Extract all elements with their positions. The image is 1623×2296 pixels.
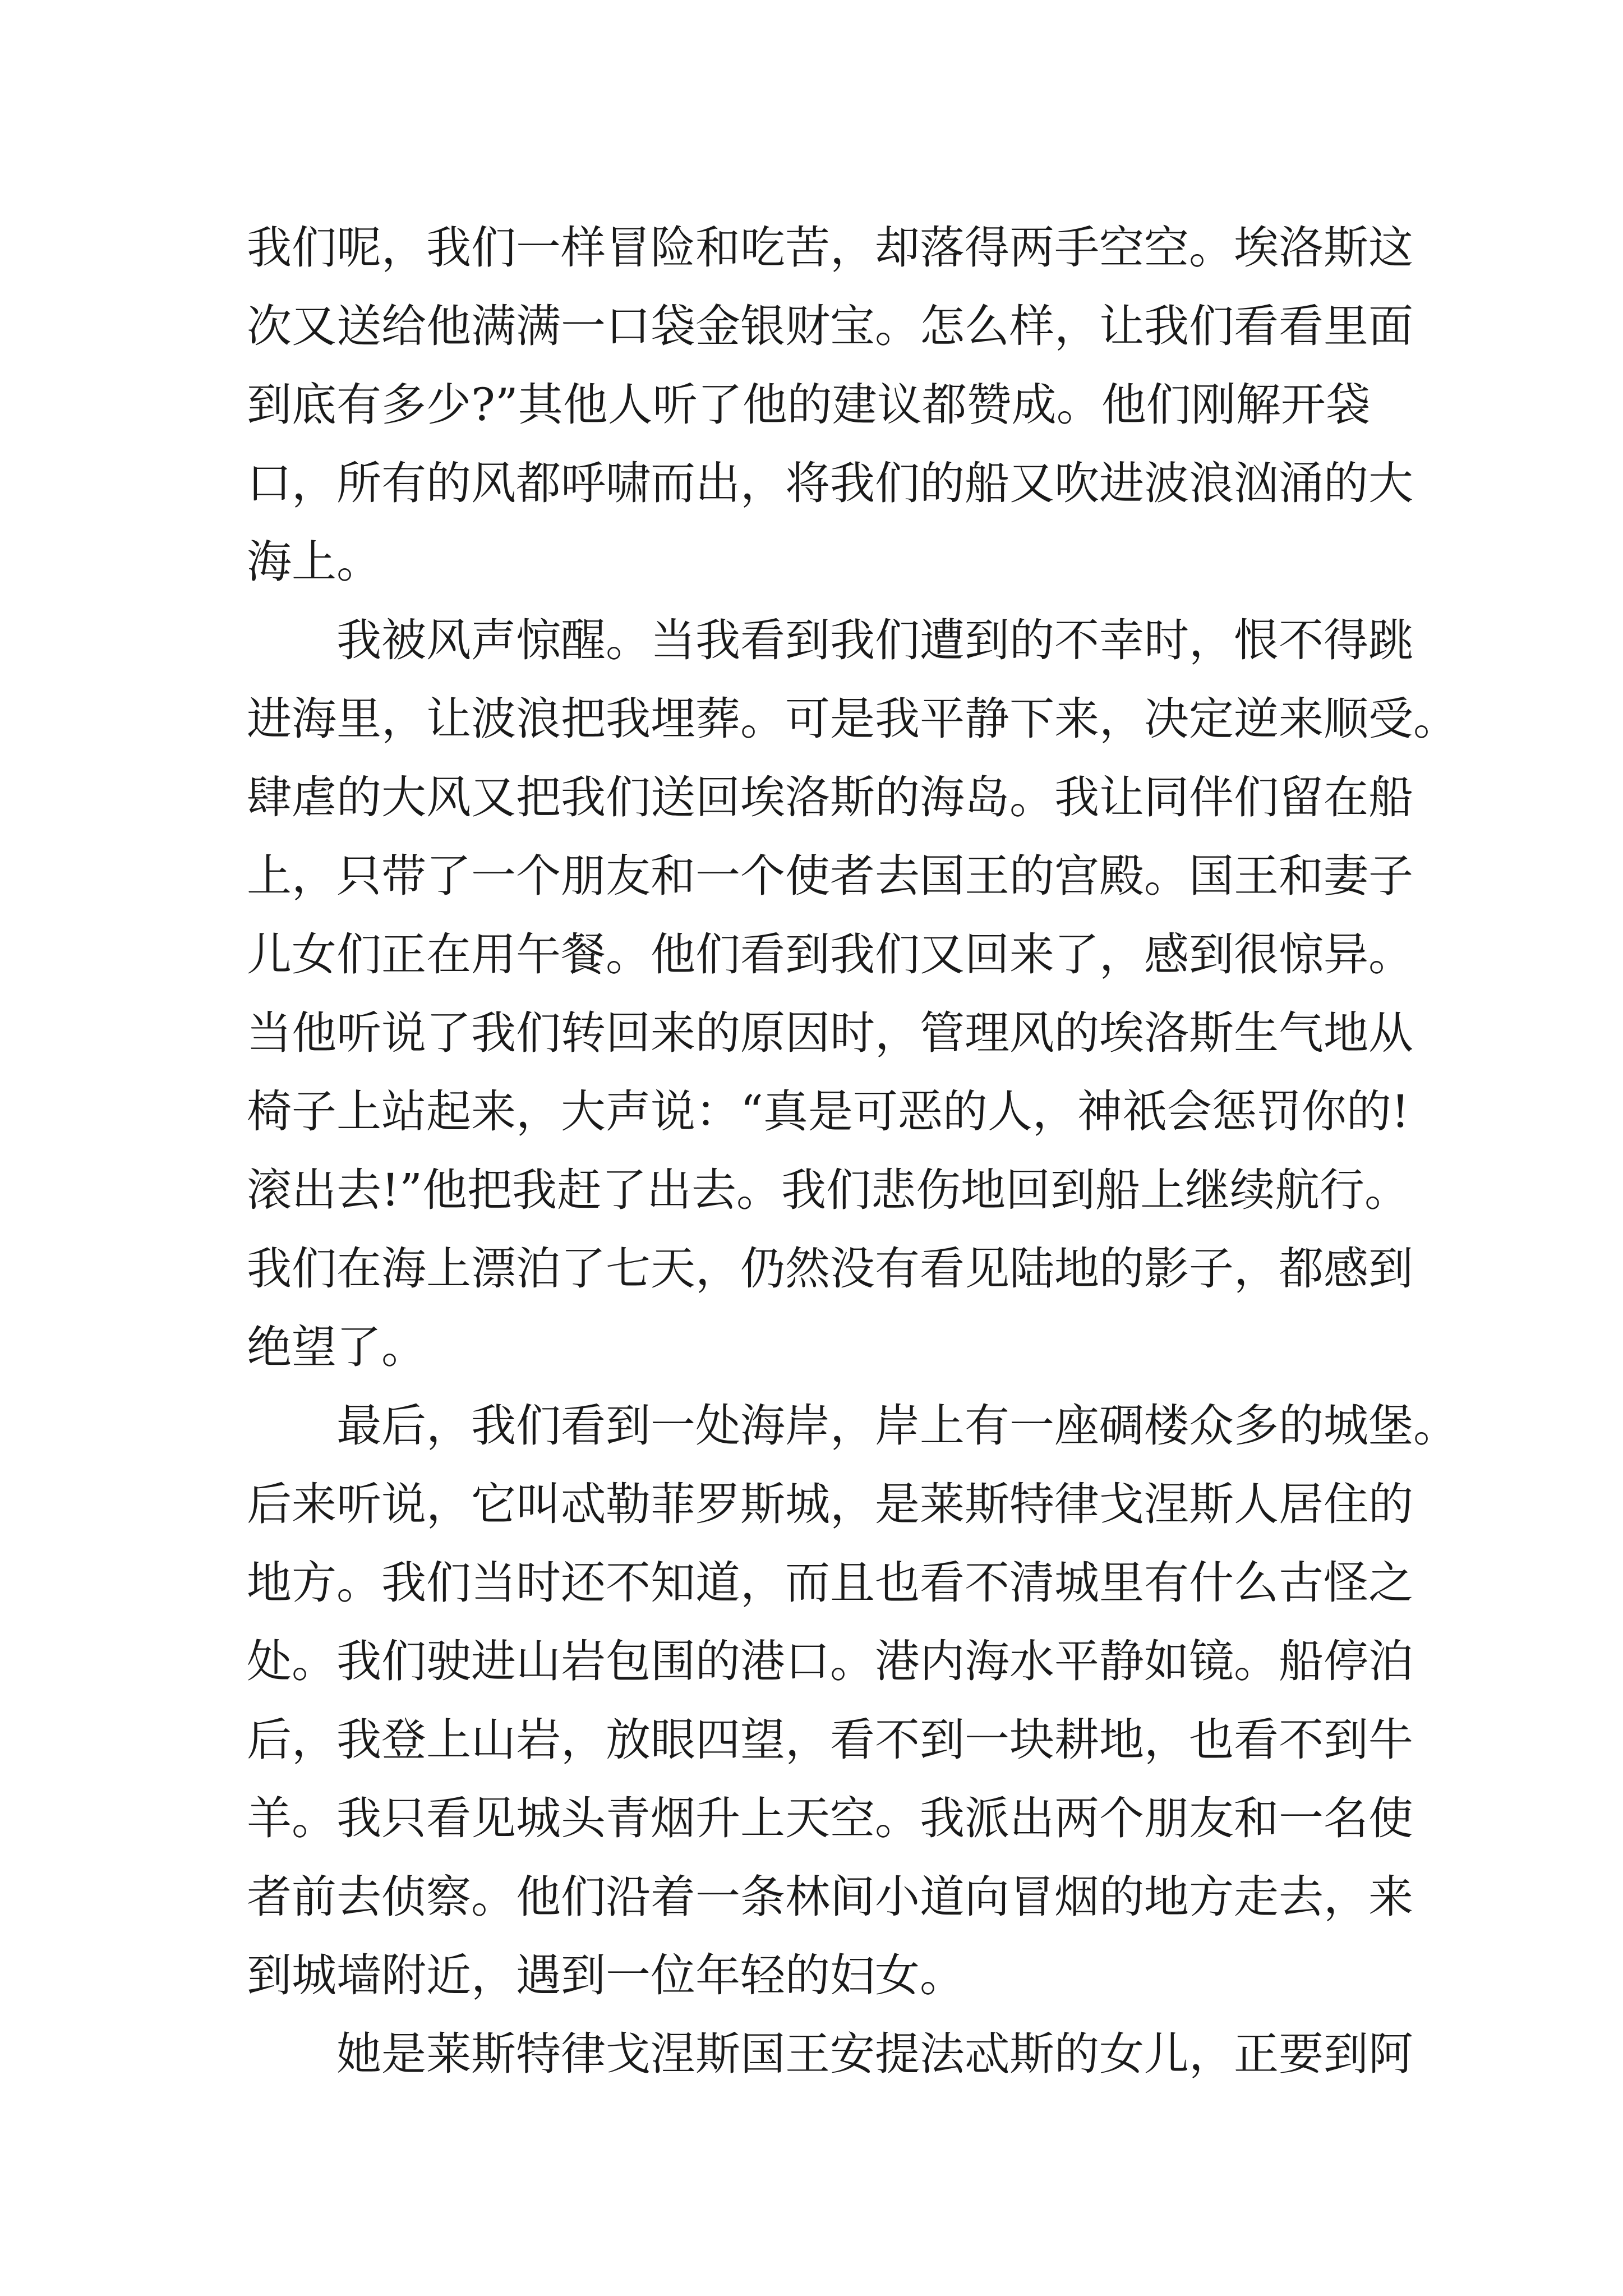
- text-line: 儿女们正在用午餐。他们看到我们又回来了，感到很惊异。: [247, 928, 1413, 981]
- text-line: 进海里，让波浪把我埋葬。可是我平静下来，决定逆来顺受。: [247, 693, 1458, 745]
- text-line: 者前去侦察。他们沿着一条林间小道向冒烟的地方走去，来: [247, 1871, 1413, 1923]
- text-line: 次又送给他满满一口袋金银财宝。怎么样，让我们看看里面: [247, 300, 1413, 352]
- text-line: 我们呢，我们一样冒险和吃苦，却落得两手空空。埃洛斯这: [247, 222, 1413, 274]
- text-line: 后，我登上山岩，放眼四望，看不到一块耕地，也看不到牛: [247, 1714, 1413, 1766]
- text-line: 处。我们驶进山岩包围的港口。港内海水平静如镜。船停泊: [247, 1635, 1413, 1687]
- text-line: 椅子上站起来，大声说：“真是可恶的人，神祇会惩罚你的!: [247, 1085, 1410, 1138]
- text-line: 当他听说了我们转回来的原因时，管理风的埃洛斯生气地从: [247, 1007, 1413, 1059]
- text-line: 她是莱斯特律戈涅斯国王安提法忒斯的女儿，正要到阿: [336, 2028, 1413, 2080]
- text-line: 上，只带了一个朋友和一个使者去国王的宫殿。国王和妻子: [247, 850, 1413, 902]
- text-line: 地方。我们当时还不知道，而且也看不清城里有什么古怪之: [247, 1557, 1413, 1609]
- body-text: [247, 209, 1458, 2093]
- text-line: 肆虐的大风又把我们送回埃洛斯的海岛。我让同伴们留在船: [247, 771, 1413, 823]
- text-line: 海上。: [247, 536, 381, 588]
- text-line: 到城墙附近，遇到一位年轻的妇女。: [247, 1949, 965, 2001]
- text-line: 羊。我只看见城头青烟升上天空。我派出两个朋友和一名使: [247, 1792, 1413, 1844]
- text-line: 绝望了。: [247, 1321, 426, 1373]
- text-line: 我被风声惊醒。当我看到我们遭到的不幸时，恨不得跳: [336, 614, 1413, 666]
- text-line: 后来听说，它叫忒勒菲罗斯城，是莱斯特律戈涅斯人居住的: [247, 1478, 1413, 1530]
- text-line: 最后，我们看到一处海岸，岸上有一座碉楼众多的城堡。: [336, 1400, 1458, 1452]
- text-line: 到底有多少?”其他人听了他的建议都赞成。他们刚解开袋: [247, 379, 1371, 431]
- text-line: 滚出去!”他把我赶了出去。我们悲伤地回到船上继续航行。: [247, 1164, 1410, 1216]
- text-line: 我们在海上漂泊了七天，仍然没有看见陆地的影子，都感到: [247, 1243, 1413, 1295]
- text-line: 口，所有的风都呼啸而出，将我们的船又吹进波浪汹涌的大: [247, 457, 1413, 509]
